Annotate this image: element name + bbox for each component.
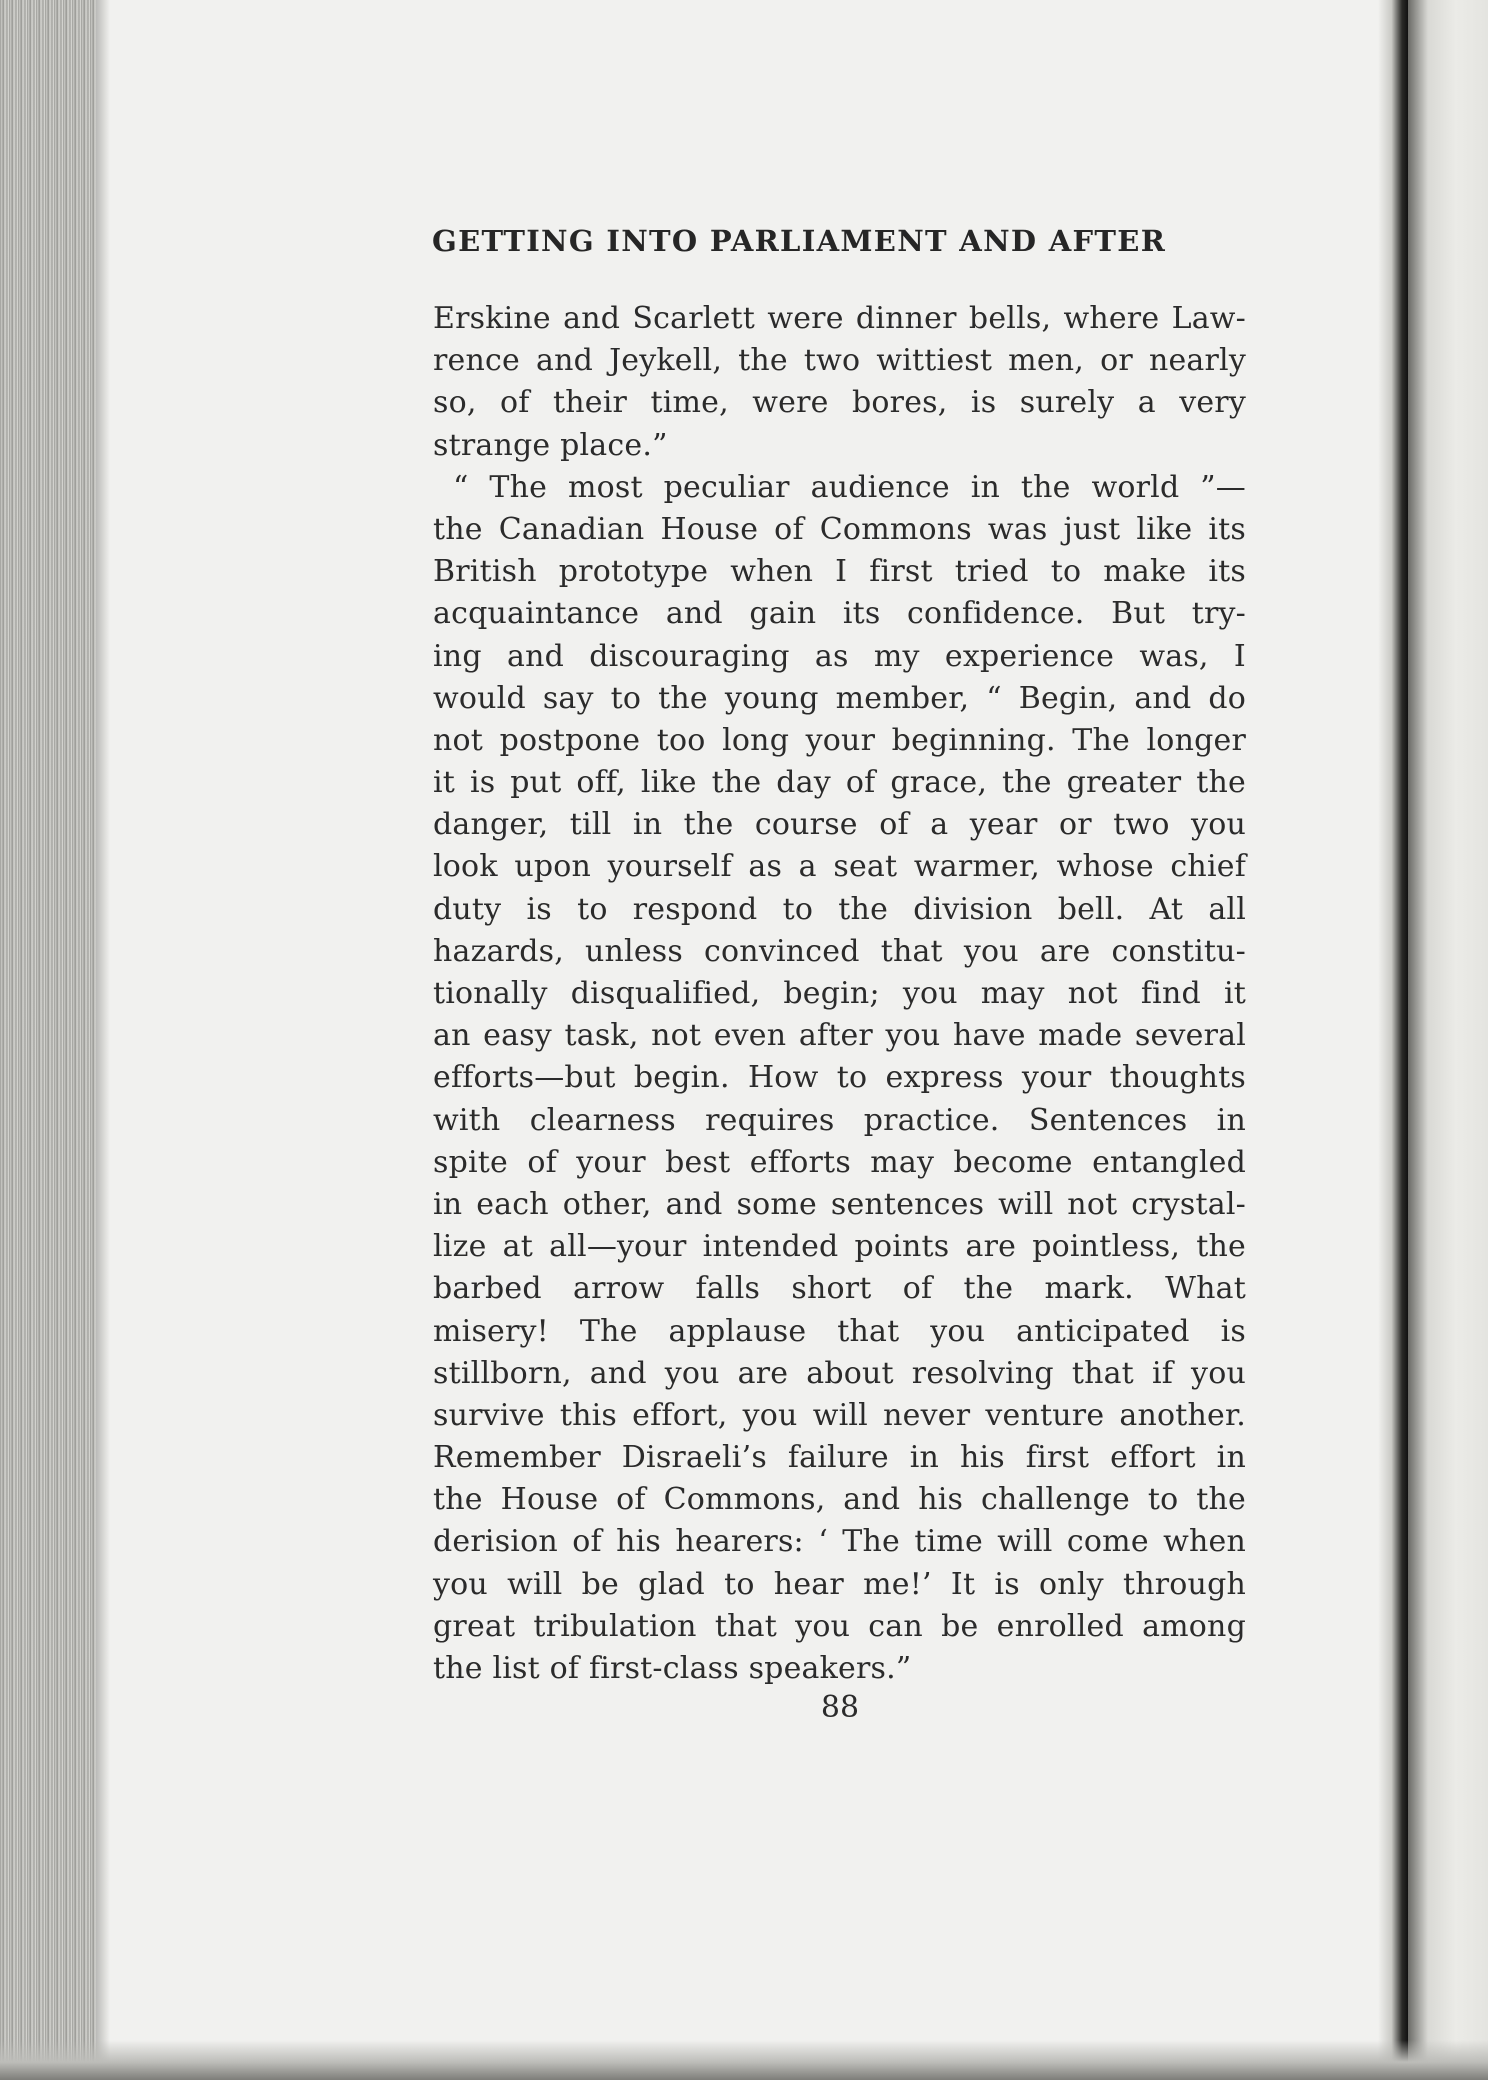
scan-bottom-edge [0,2040,1488,2080]
text-line: stillborn, and you are about resolving that if you [433,1355,1246,1391]
text-line: you will be glad to hear me!’ It is only through [433,1566,1246,1602]
text-line: Erskine and Scarlett were dinner bells, where Law- [433,301,1246,336]
text-line: duty is to respond to the division bell. At all [433,891,1246,927]
page-stack-edge [0,0,96,2080]
text-line: survive this effort, you will never venture another. [433,1397,1246,1433]
text-line: acquaintance and gain its confidence. But try- [433,596,1246,632]
text-line: it is put off, like the day of grace, the greater the [433,765,1246,801]
text-line: derision of his hearers: ‘ The time will come when [433,1524,1246,1560]
facing-page-edge [1408,0,1488,2080]
text-line: in each other, and some sentences will not crystal- [433,1186,1246,1222]
text-line: spite of your best efforts may become entangled [433,1144,1246,1180]
text-line: Remember Disraeli’s failure in his first effort in [433,1440,1246,1476]
text-line: strange place.” [433,427,668,463]
book-gutter [1378,0,1408,2080]
text-line: an easy task, not even after you have made several [433,1018,1246,1054]
text-line: misery! The applause that you anticipated is [433,1313,1246,1349]
text-line: barbed arrow falls short of the mark. What [433,1271,1246,1307]
text-line: would say to the young member, “ Begin, and do [433,680,1246,716]
text-line: with clearness requires practice. Sentences in [433,1102,1246,1138]
text-line: ing and discouraging as my experience was, I [433,638,1246,674]
page-number: 88 [820,1690,860,1725]
text-line: not postpone too long your beginning. The longer [433,722,1246,758]
text-line: great tribulation that you can be enrolled among [433,1608,1246,1644]
text-line: the House of Commons, and his challenge to the [433,1482,1246,1518]
text-line: “ The most peculiar audience in the world ”— [453,469,1246,505]
text-line: lize at all—your intended points are pointless, the [433,1229,1246,1265]
text-line: hazards, unless convinced that you are constitu- [433,933,1246,969]
text-line: so, of their time, were bores, is surely a very [433,385,1246,421]
text-line: the Canadian House of Commons was just like its [433,511,1246,547]
text-line: look upon yourself as a seat warmer, whose chief [433,849,1246,885]
running-head: GETTING INTO PARLIAMENT AND AFTER [432,224,1167,258]
text-line: the list of first-class speakers.” [433,1651,912,1686]
text-line: British prototype when I first tried to make its [433,554,1246,590]
text-line: rence and Jeykell, the two wittiest men, or nearly [433,343,1246,379]
text-line: danger, till in the course of a year or two you [433,807,1246,843]
body-text [433,298,1246,1690]
text-line: efforts—but begin. How to express your thoughts [433,1060,1246,1096]
text-line: tionally disqualified, begin; you may not find it [433,976,1246,1011]
